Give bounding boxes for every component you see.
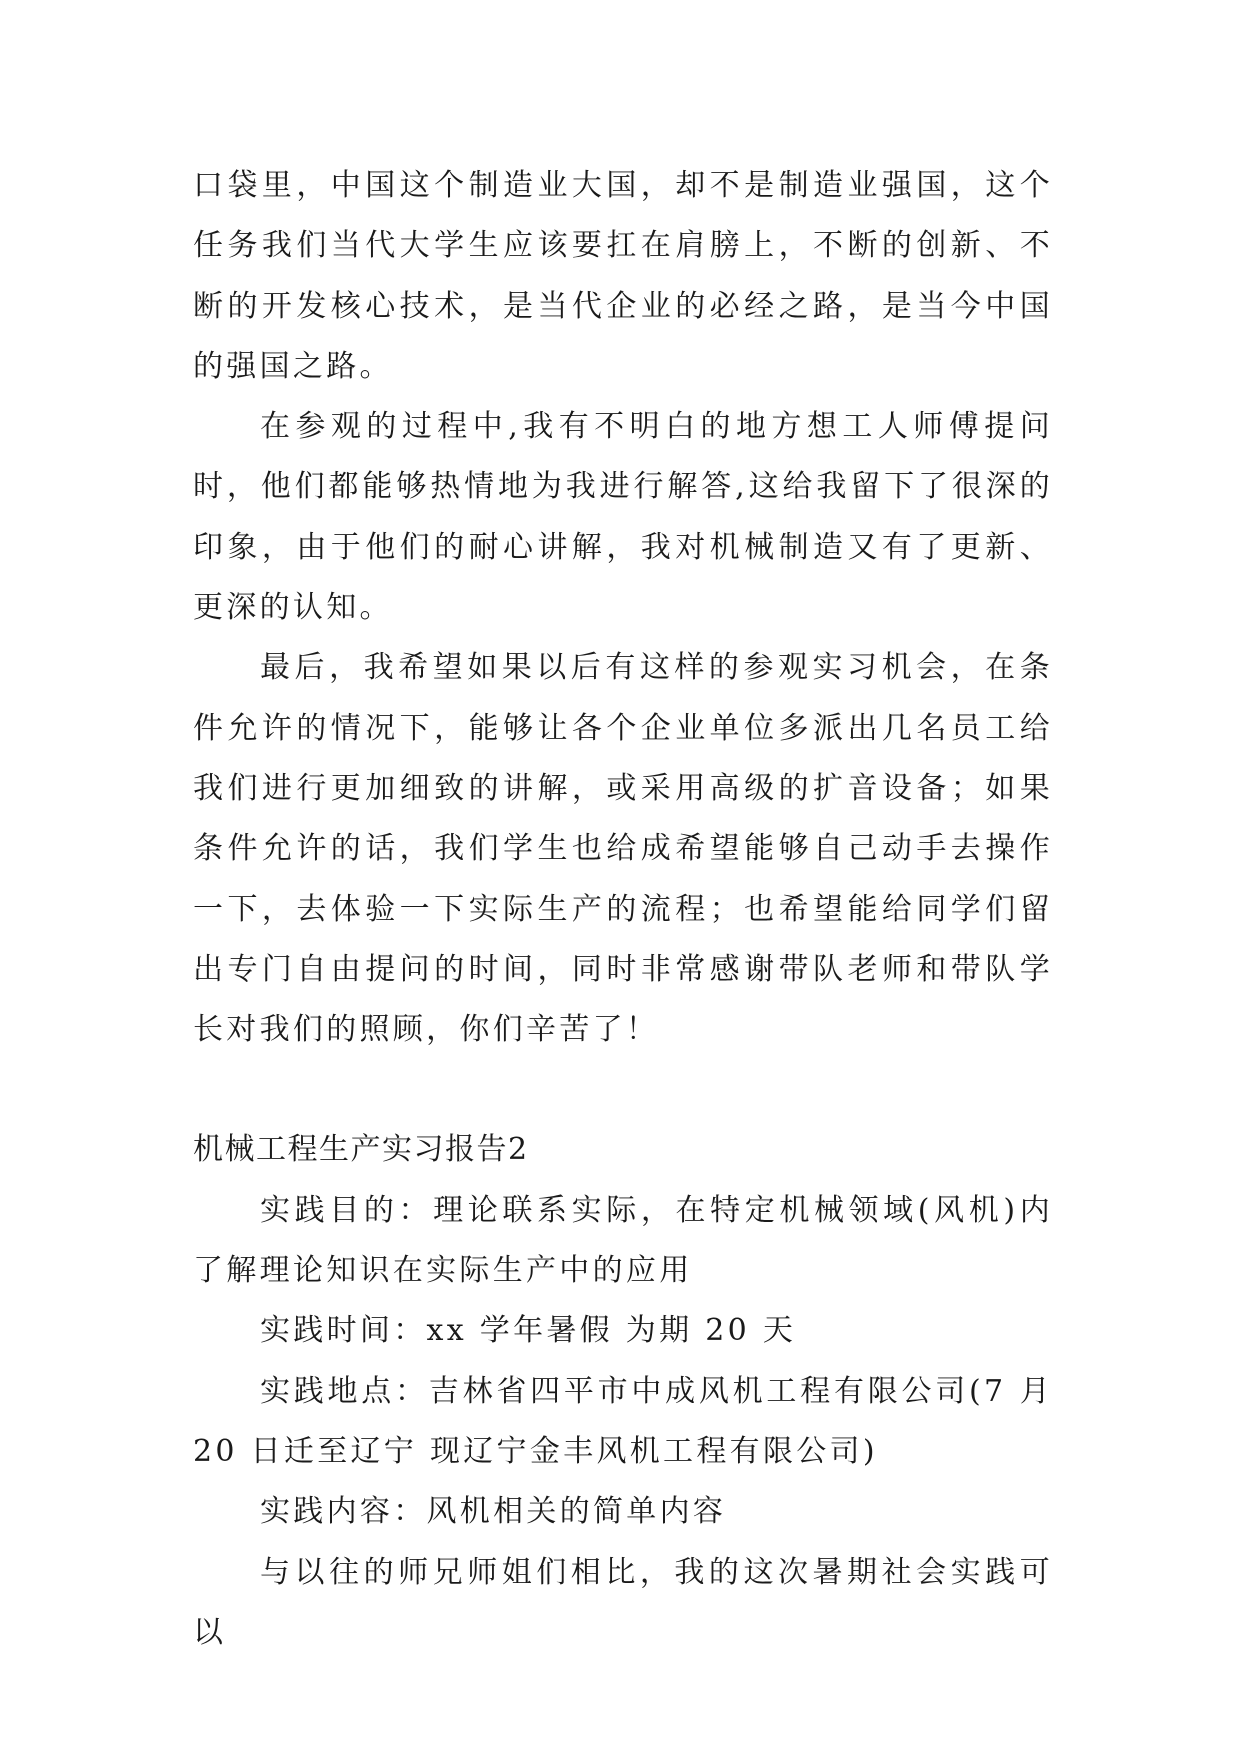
section-spacer	[193, 1060, 1053, 1120]
paragraph-practice-content: 实践内容：风机相关的简单内容	[260, 1494, 727, 1530]
paragraph-comparison: 与以往的师兄师姐们相比，我的这次暑期社会实践可以	[193, 1554, 1053, 1650]
document-body	[193, 156, 1053, 1663]
section-title: 机械工程生产实习报告2	[193, 1132, 529, 1168]
paragraph-practice-location: 实践地点：吉林省四平市中成风机工程有限公司(7 月 20 日迁至辽宁 现辽宁金丰风机工程有限公司)	[193, 1373, 1053, 1469]
paragraph-visit-impression: 在参观的过程中,我有不明白的地方想工人师傅提问时，他们都能够热情地为我进行解答,这给我留下了很深的印象，由于他们的耐心讲解，我对机械制造又有了更新、更深的认知。	[193, 409, 1053, 626]
paragraph-suggestions: 最后，我希望如果以后有这样的参观实习机会，在条件允许的情况下，能够让各个企业单位多派出几名员工给我们进行更加细致的讲解，或采用高级的扩音设备；如果条件允许的话，我们学生也给成希望能够自己动手去操作一下，去体验一下实际生产的流程；也希望能给同学们留出专门自由提问的时间，同时非常感谢带队老师和带队学长对我们的照顾，你们辛苦了！	[193, 650, 1053, 1048]
paragraph-practice-time: 实践时间：xx 学年暑假 为期 20 天	[260, 1313, 797, 1349]
paragraph-practice-purpose: 实践目的：理论联系实际，在特定机械领域(风机)内了解理论知识在实际生产中的应用	[193, 1192, 1053, 1289]
paragraph-continuation: 口袋里，中国这个制造业大国，却不是制造业强国，这个任务我们当代大学生应该要扛在肩膀上，不断的创新、不断的开发核心技术，是当代企业的必经之路，是当今中国的强国之路。	[193, 168, 1053, 384]
